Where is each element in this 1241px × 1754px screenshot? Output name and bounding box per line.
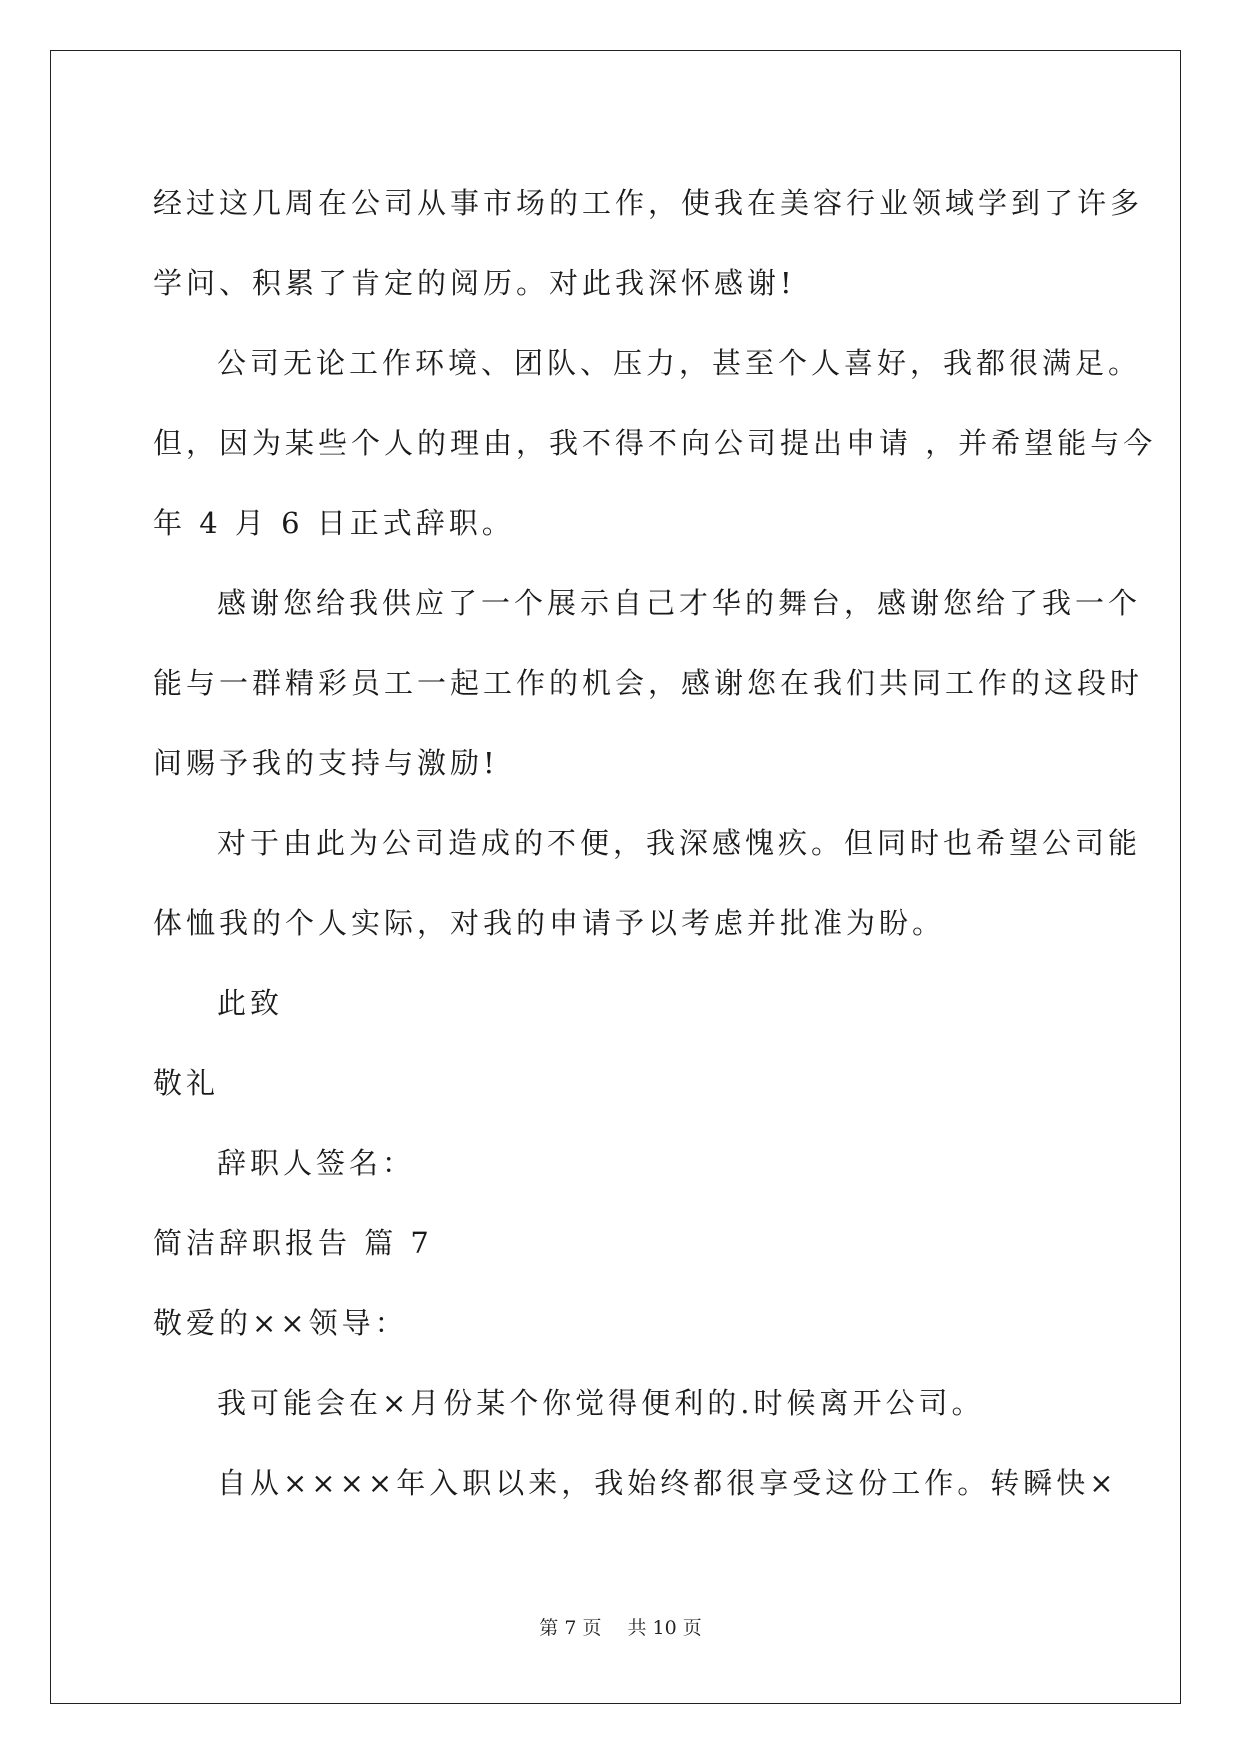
document-body bbox=[153, 163, 1157, 1523]
page-total: 共 10 页 bbox=[627, 1617, 702, 1639]
text-line: 学问、积累了肯定的阅历。对此我深怀感谢! bbox=[153, 266, 796, 300]
text-line: 能与一群精彩员工一起工作的机会，感谢您在我们共同工作的这段时 bbox=[153, 666, 1144, 700]
page-footer bbox=[0, 1613, 1241, 1640]
text-line: 对于由此为公司造成的不便，我深感愧疚。但同时也希望公司能 bbox=[217, 826, 1142, 860]
text-line: 自从××××年入职以来，我始终都很享受这份工作。转瞬快× bbox=[217, 1466, 1118, 1500]
text-line: 感谢您给我供应了一个展示自己才华的舞台，感谢您给了我一个 bbox=[217, 586, 1142, 620]
text-line: 年 4 月 6 日正式辞职。 bbox=[153, 506, 515, 540]
text-line: 间赐予我的支持与激励! bbox=[153, 746, 499, 780]
closing-salutation: 此致 bbox=[217, 986, 284, 1020]
page-number: 第 7 页 bbox=[539, 1617, 602, 1639]
text-line: 公司无论工作环境、团队、压力，甚至个人喜好，我都很满足。 bbox=[217, 346, 1142, 380]
closing-regards: 敬礼 bbox=[153, 1066, 220, 1100]
text-line: 经过这几周在公司从事市场的工作，使我在美容行业领域学到了许多 bbox=[153, 186, 1144, 220]
letter-greeting: 敬爱的××领导： bbox=[153, 1306, 408, 1340]
text-line: 我可能会在×月份某个你觉得便利的.时候离开公司。 bbox=[217, 1386, 985, 1420]
text-line: 但，因为某些个人的理由，我不得不向公司提出申请 ，并希望能与今 bbox=[153, 426, 1157, 460]
section-heading: 简洁辞职报告 篇 7 bbox=[153, 1226, 433, 1260]
text-line: 体恤我的个人实际，对我的申请予以考虑并批准为盼。 bbox=[153, 906, 946, 940]
signature-label: 辞职人签名： bbox=[217, 1146, 416, 1180]
